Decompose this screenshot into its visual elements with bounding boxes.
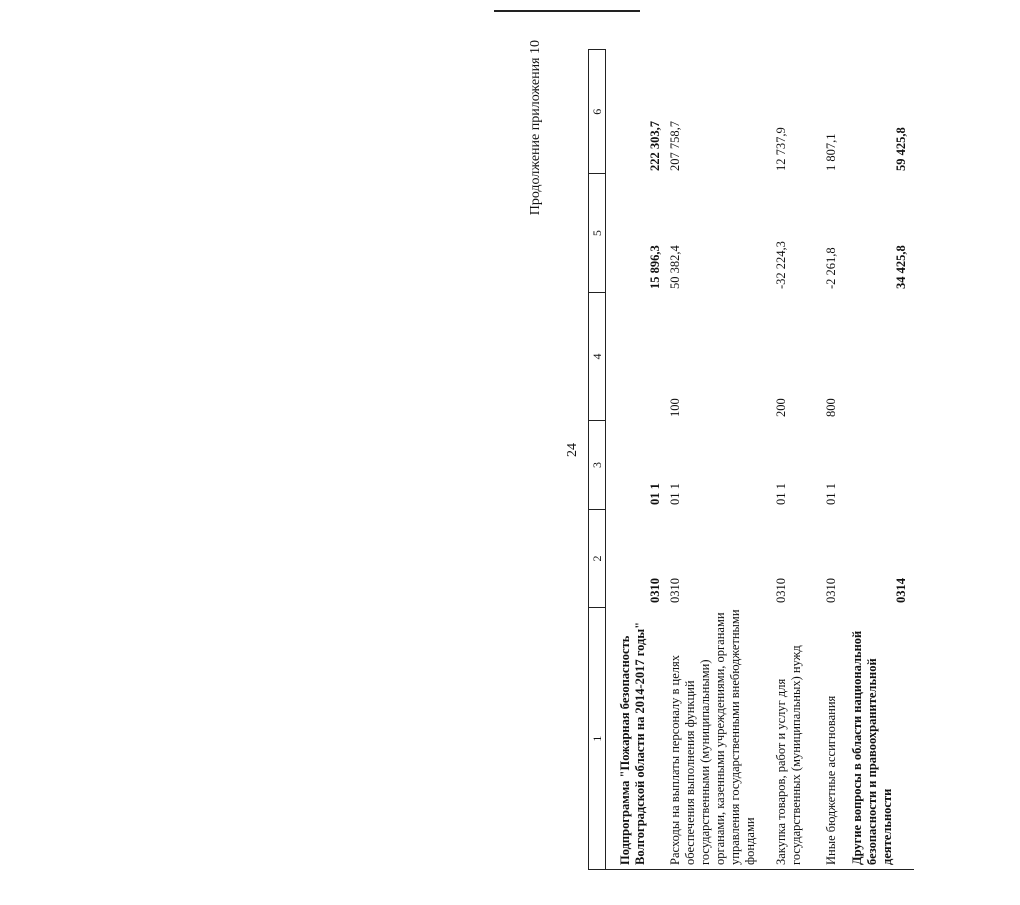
page-number: 24 xyxy=(565,443,580,457)
row-target-code: 01 1 xyxy=(774,483,788,505)
column-header-5: 5 xyxy=(589,173,605,291)
column-header-2: 2 xyxy=(589,509,605,608)
row-section-code: 0314 xyxy=(894,578,908,603)
row-name: Иные бюджетные ассигнования xyxy=(824,695,838,865)
row-section-code: 0310 xyxy=(668,578,682,603)
row-name: Другие вопросы в области национальной безопасности и правоохранительной деятельности xyxy=(850,630,894,865)
rotated-page xyxy=(510,30,1020,870)
budget-table xyxy=(588,49,914,870)
column-header-1: 1 xyxy=(589,607,605,869)
table-row xyxy=(668,49,760,869)
row-change-amount: 15 896,3 xyxy=(648,245,662,289)
row-change-amount: -32 224,3 xyxy=(774,241,788,289)
row-section-code: 0310 xyxy=(774,578,788,603)
scan-edge-line xyxy=(494,10,640,12)
table-row xyxy=(606,49,668,869)
table-row xyxy=(820,49,842,869)
row-total-amount: 1 807,1 xyxy=(824,133,838,171)
row-section-code: 0310 xyxy=(648,578,662,603)
row-name: Расходы на выплаты персоналу в целях обеспечения выполнения функций государственными (муниципальными) органами, казенными учреждениями, органами управления государственными внебюджетными фондами xyxy=(668,609,757,865)
row-name: Подпрограмма "Пожарная безопасность Волгоградской области на 2014-2017 годы" xyxy=(618,621,647,865)
row-target-code: 01 1 xyxy=(668,483,682,505)
row-change-amount: 50 382,4 xyxy=(668,245,682,289)
row-total-amount: 12 737,9 xyxy=(774,127,788,171)
continuation-label: Продолжение приложения 10 xyxy=(528,40,543,216)
row-section-code: 0310 xyxy=(824,578,838,603)
row-expense-code: 800 xyxy=(824,398,838,417)
row-expense-code: 100 xyxy=(668,398,682,417)
row-total-amount: 59 425,8 xyxy=(894,127,908,171)
row-change-amount: 34 425,8 xyxy=(894,245,908,289)
row-expense-code: 200 xyxy=(774,398,788,417)
column-header-4: 4 xyxy=(589,292,605,420)
row-name: Закупка товаров, работ и услуг для государственных (муниципальных) нужд xyxy=(774,645,803,865)
column-header-3: 3 xyxy=(589,420,605,509)
table-row xyxy=(842,49,914,869)
column-header-6: 6 xyxy=(589,49,605,173)
row-total-amount: 207 758,7 xyxy=(668,121,682,171)
table-row xyxy=(760,49,820,869)
row-change-amount: -2 261,8 xyxy=(824,247,838,289)
row-target-code: 01 1 xyxy=(824,483,838,505)
row-total-amount: 222 303,7 xyxy=(648,121,662,171)
table-header-row xyxy=(588,49,606,869)
row-target-code: 01 1 xyxy=(648,483,662,505)
